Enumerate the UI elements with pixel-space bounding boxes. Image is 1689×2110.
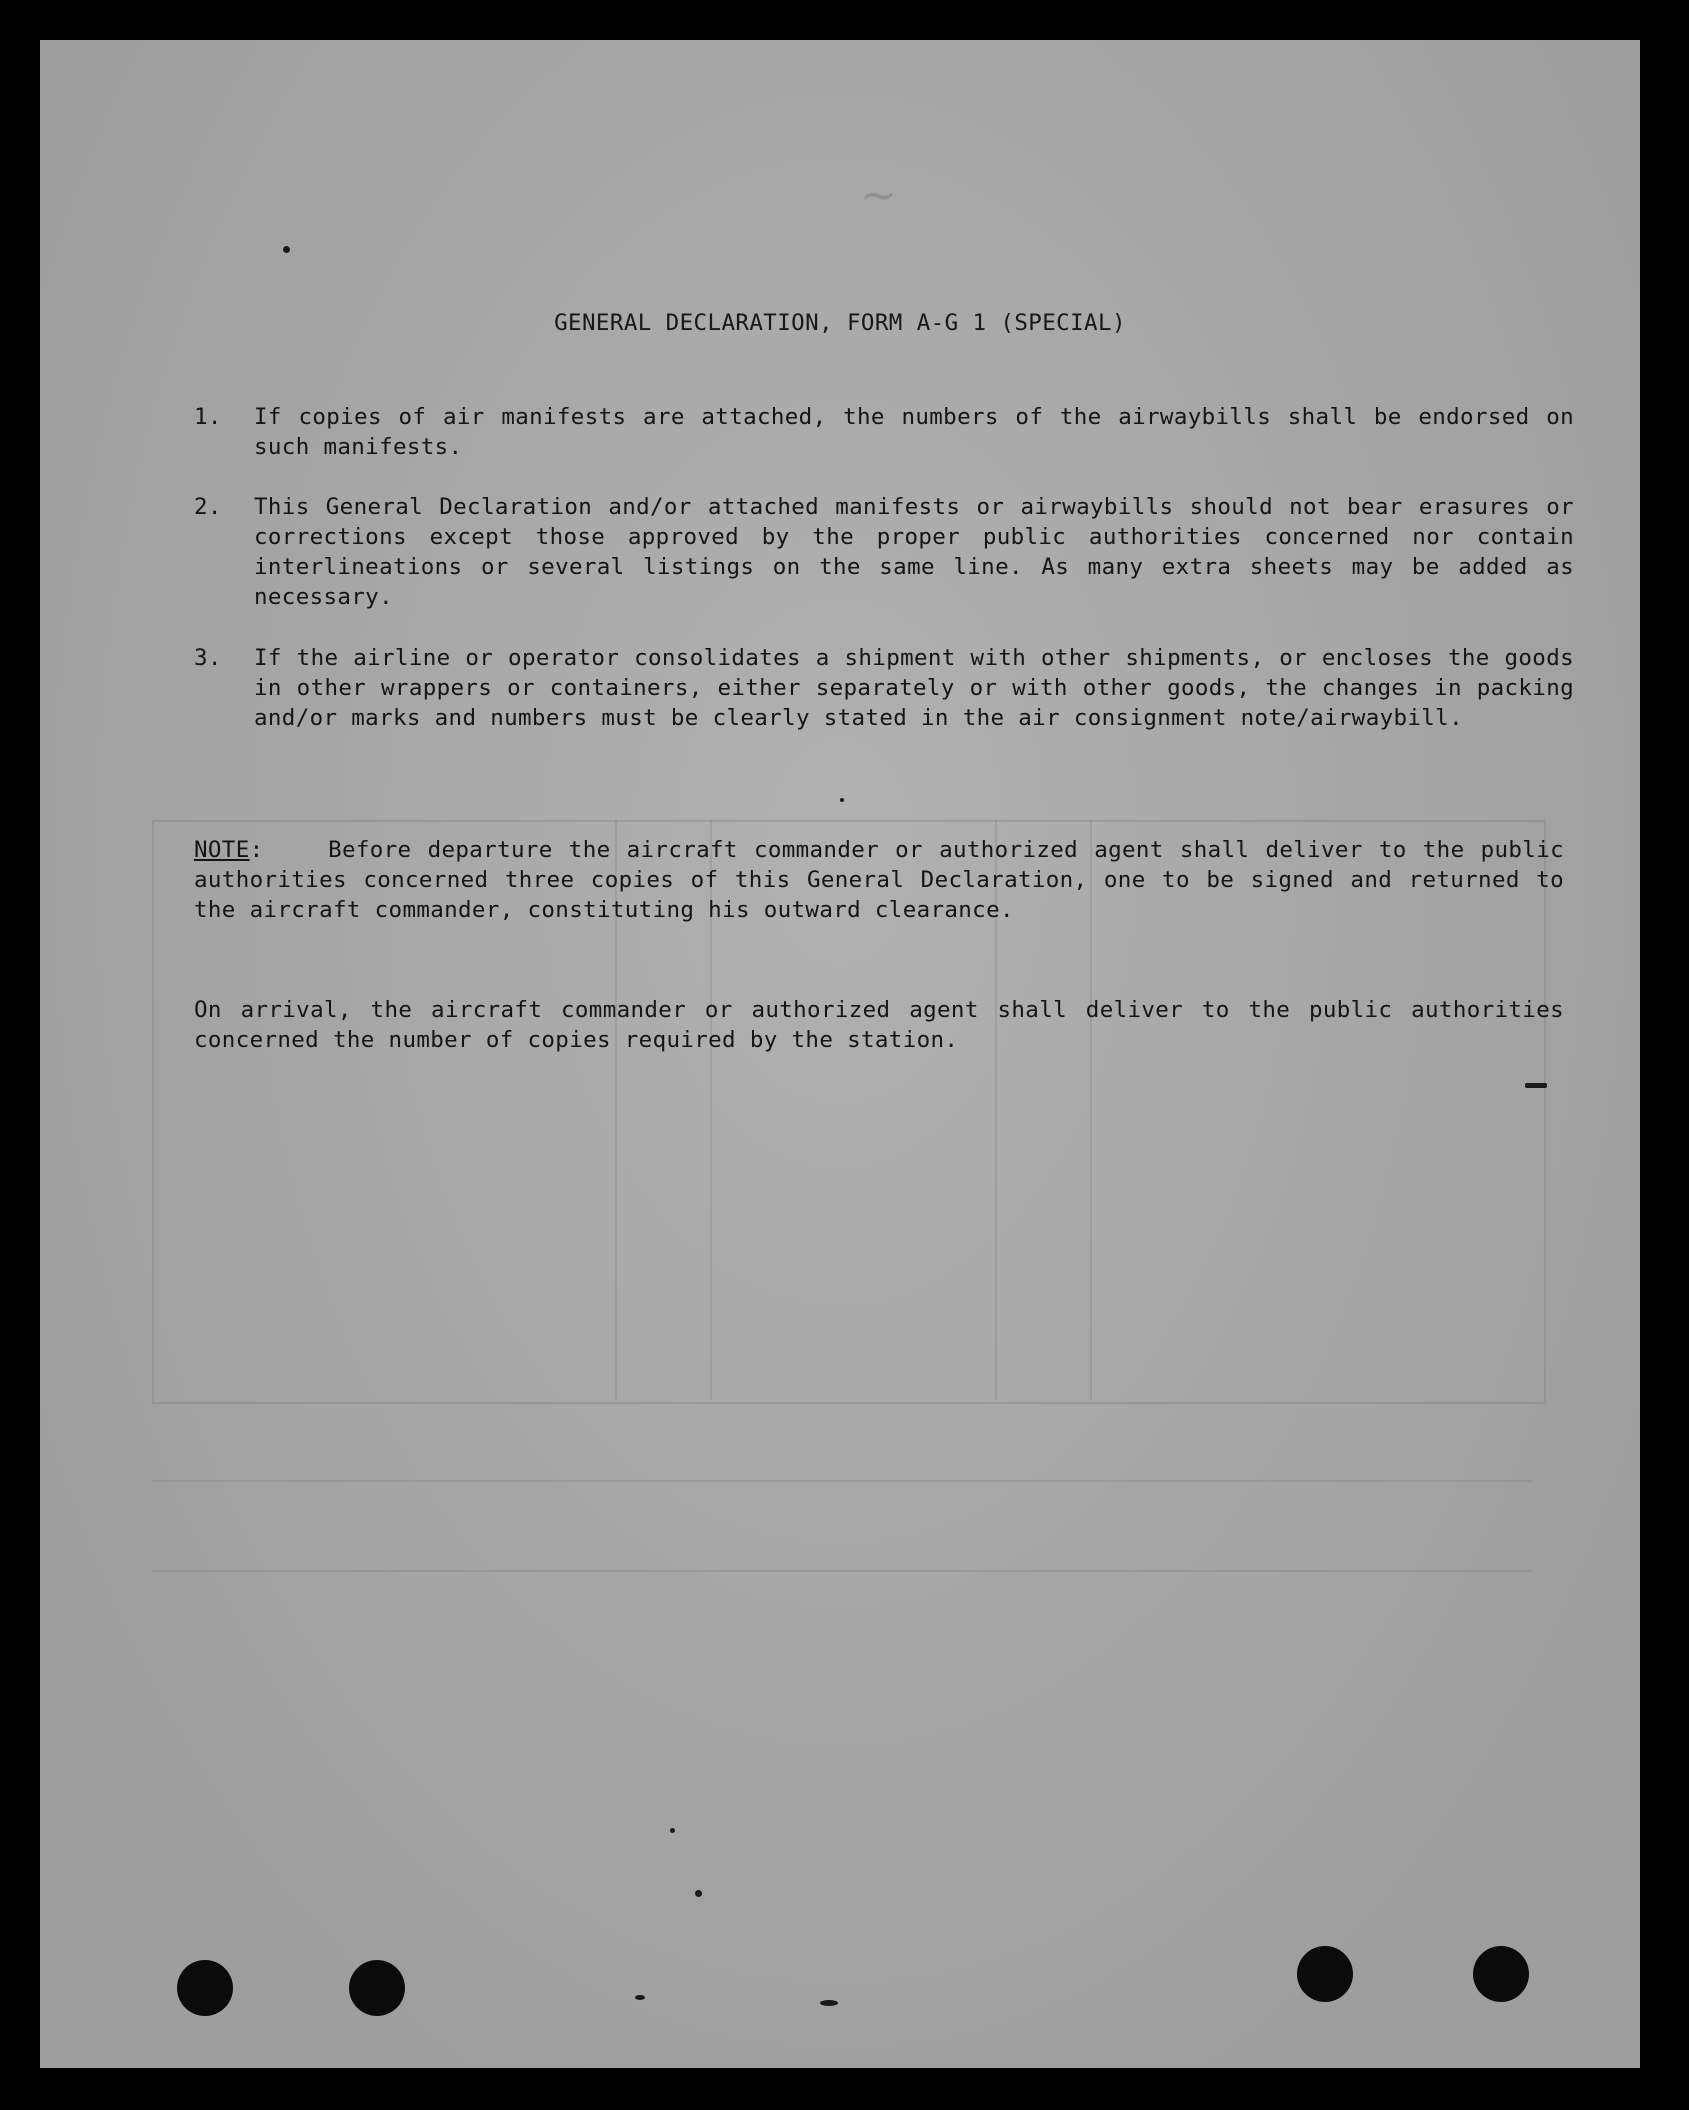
- note-label: NOTE: [194, 837, 250, 863]
- speck: [635, 1995, 645, 2000]
- note-colon: :: [249, 837, 264, 863]
- list-item: [194, 643, 1574, 733]
- speck: [840, 798, 844, 802]
- bleed-through-line: [152, 1570, 1532, 1572]
- item-number: 2.: [194, 494, 222, 520]
- item-text: If copies of air manifests are attached, the numbers of the airwaybills shall be endorsed on such manifests.: [254, 404, 1574, 460]
- speck: [1525, 1083, 1547, 1088]
- document-page: [40, 40, 1640, 2068]
- bleed-through-line: [152, 1480, 1532, 1482]
- item-text: If the airline or operator consolidates a shipment with other shipments, or encloses the goods in other wrappers or containers, either separately or with other goods, the changes in packing and/or marks and numbers must be clearly stated in the air consignment note/airwaybill.: [254, 645, 1574, 731]
- punch-hole: [1473, 1946, 1529, 2002]
- note-paragraph: [194, 835, 1564, 925]
- item-text: This General Declaration and/or attached manifests or airwaybills should not bear erasures or corrections except those approved by the proper public authorities concerned nor contain interlineations or several listings on the same line. As many extra sheets may be added as necessary.: [254, 494, 1574, 610]
- arrival-paragraph: On arrival, the aircraft commander or authorized agent shall deliver to the public authorities concerned the number of copies required by the station.: [194, 997, 1564, 1053]
- page-title: GENERAL DECLARATION, FORM A-G 1 (SPECIAL): [554, 310, 1126, 336]
- punch-hole: [177, 1960, 233, 2016]
- speck: [695, 1890, 702, 1897]
- item-number: 1.: [194, 404, 222, 430]
- punch-hole: [349, 1960, 405, 2016]
- handwritten-mark: ~: [860, 170, 897, 221]
- note-text: Before departure the aircraft commander or authorized agent shall deliver to the public authorities concerned three copies of this General Declaration, one to be signed and returned to the aircraft commander, constituting his outward clearance.: [194, 837, 1564, 923]
- speck: [820, 2000, 838, 2006]
- speck: [670, 1828, 675, 1833]
- punch-hole: [1297, 1946, 1353, 2002]
- speck: [283, 246, 290, 253]
- list-item: [194, 492, 1574, 612]
- list-item: [194, 402, 1574, 462]
- item-number: 3.: [194, 645, 222, 671]
